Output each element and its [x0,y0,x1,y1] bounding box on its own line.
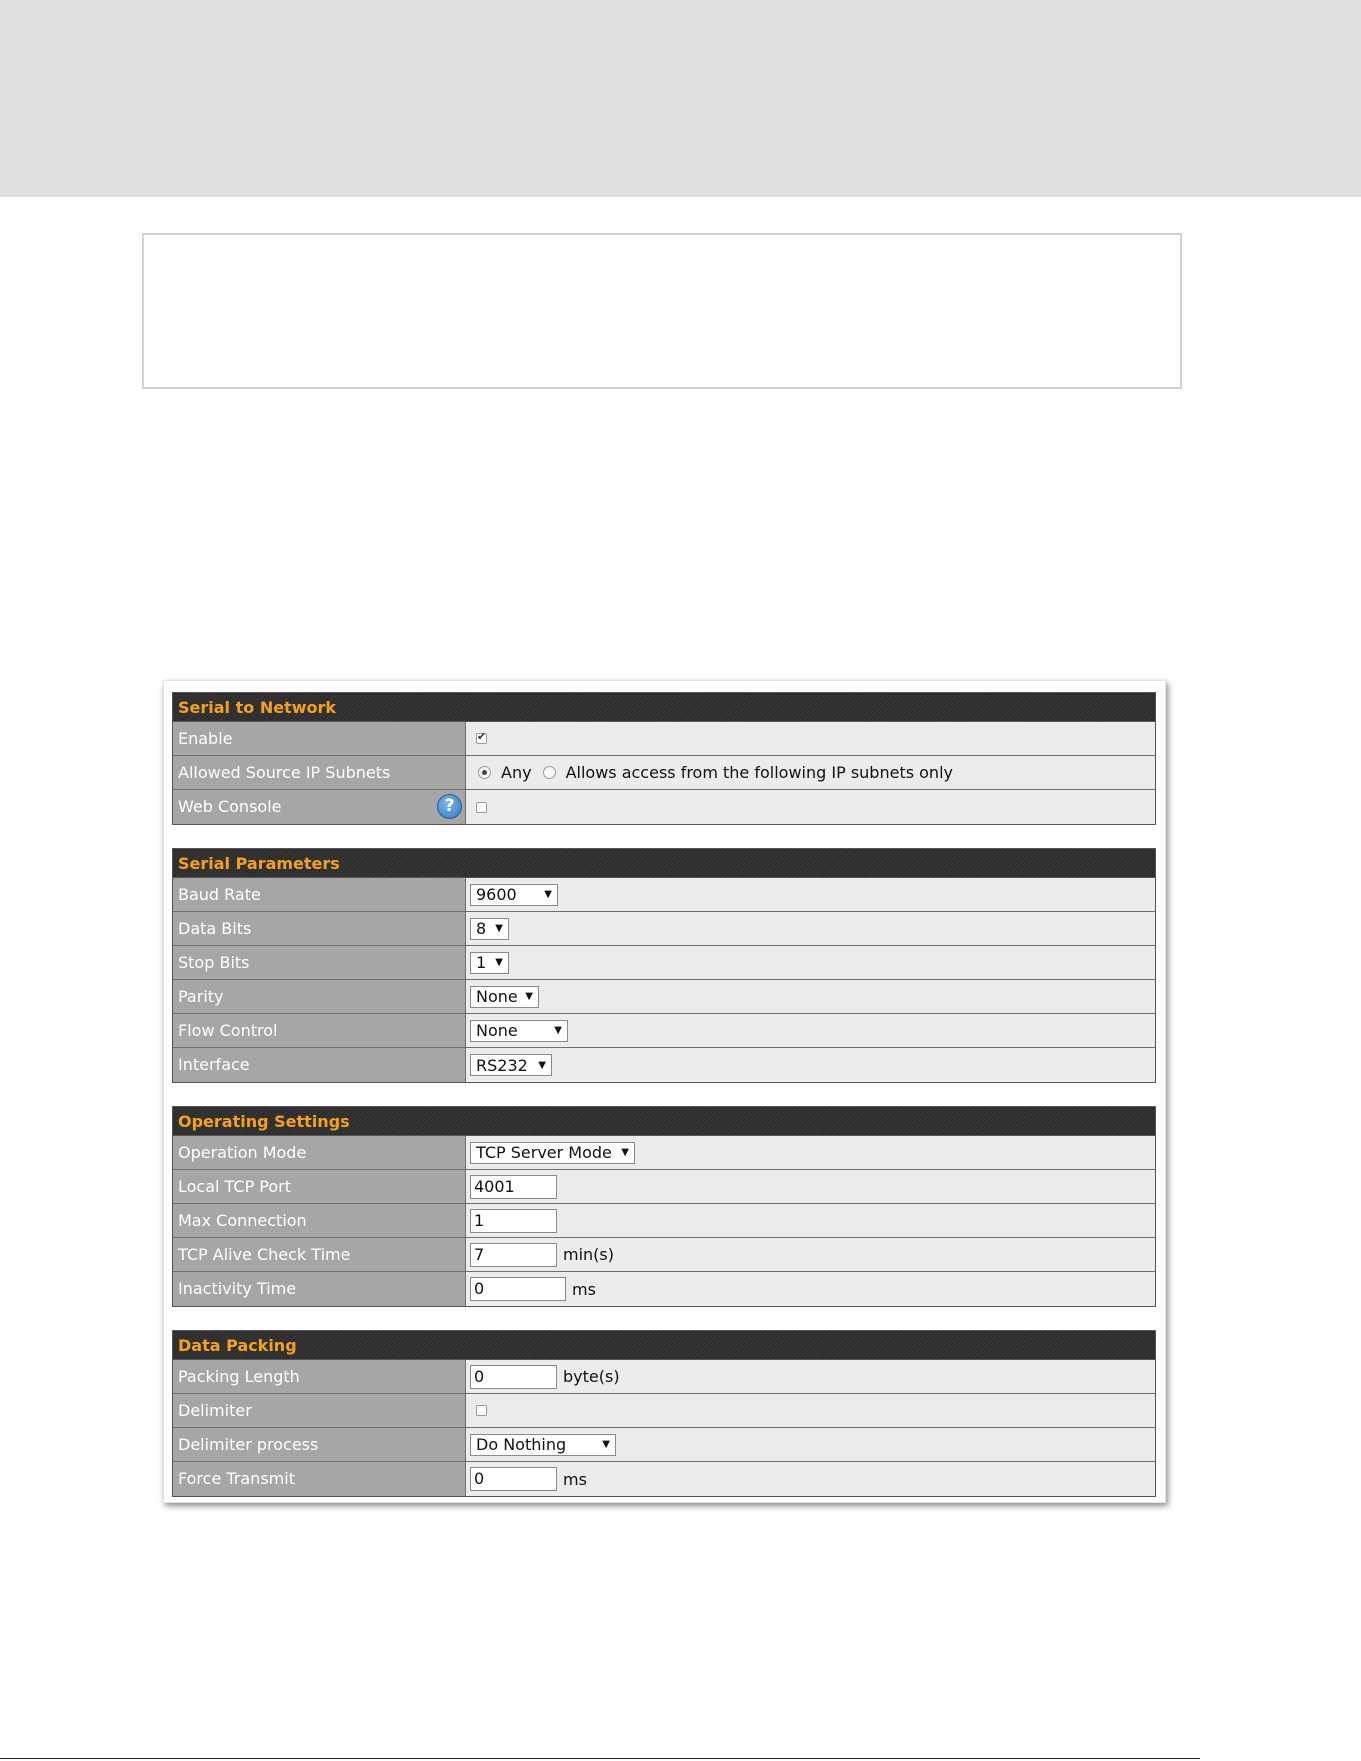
enable-checkbox[interactable] [476,733,487,744]
unit-label: ms [563,1469,587,1489]
field-value [466,912,1155,945]
tcp-alive-check-time-input[interactable]: 7 [470,1243,557,1267]
row-tcp-alive-check-time [173,1238,1155,1272]
select-value: 1 [476,953,487,972]
web-console-label: Web Console [178,797,282,816]
field-label: Interface [173,1048,466,1082]
field-label: TCP Alive Check Time [173,1238,466,1271]
section-title: Serial Parameters [173,849,1155,878]
field-label: Inactivity Time [173,1272,466,1306]
field-value [466,1428,1155,1461]
field-value [466,1048,1155,1082]
allowed-any-radio[interactable] [478,766,491,779]
row-delimiter-process [173,1428,1155,1462]
web-console-checkbox[interactable] [476,802,487,813]
parity-select[interactable] [470,986,539,1008]
select-value: Do Nothing [476,1435,567,1454]
field-value [466,722,1155,755]
field-label: Force Transmit [173,1462,466,1496]
field-label [173,790,466,824]
field-value [466,790,1155,824]
select-value: 8 [476,919,487,938]
row-data-bits [173,912,1155,946]
section-serial-parameters [172,848,1156,1083]
row-enable [173,722,1155,756]
chevron-down-icon: ▼ [495,957,503,968]
field-value [466,1170,1155,1203]
chevron-down-icon: ▼ [544,889,552,900]
settings-screenshot [163,680,1166,1503]
stop-bits-select[interactable] [470,952,509,974]
select-value: RS232 [476,1055,528,1075]
select-value: None [476,987,518,1006]
allowed-subnets-label: Allows access from the following IP subnets only [565,763,953,782]
row-local-tcp-port [173,1170,1155,1204]
unit-label: byte(s) [563,1367,620,1386]
field-label: Flow Control [173,1014,466,1047]
note-box [142,233,1182,389]
row-web-console [173,790,1155,824]
operation-mode-select[interactable] [470,1142,635,1164]
chevron-down-icon: ▼ [538,1059,546,1071]
delimiter-checkbox[interactable] [476,1405,487,1416]
field-label: Parity [173,980,466,1013]
field-value [466,1136,1155,1169]
local-tcp-port-input[interactable]: 4001 [470,1175,557,1199]
field-label: Stop Bits [173,946,466,979]
section-operating-settings [172,1106,1156,1307]
flow-control-select[interactable] [470,1020,568,1042]
chevron-down-icon: ▼ [525,991,533,1002]
field-value [466,1272,1155,1306]
field-label: Operation Mode [173,1136,466,1169]
row-stop-bits [173,946,1155,980]
page-header-band [0,0,1361,197]
field-value [466,878,1155,911]
allowed-subnets-radio[interactable] [543,766,556,779]
field-value [466,1394,1155,1427]
field-label: Local TCP Port [173,1170,466,1203]
row-interface [173,1048,1155,1082]
chevron-down-icon: ▼ [621,1147,629,1158]
row-baud-rate [173,878,1155,912]
field-value [466,980,1155,1013]
field-value [466,1014,1155,1047]
section-title: Operating Settings [173,1107,1155,1136]
unit-label: min(s) [563,1245,614,1264]
field-label: Packing Length [173,1360,466,1393]
force-transmit-input[interactable]: 0 [470,1467,557,1491]
row-force-transmit [173,1462,1155,1496]
field-label: Delimiter [173,1394,466,1427]
section-title: Data Packing [173,1331,1155,1360]
baud-rate-select[interactable] [470,884,558,906]
delimiter-process-select[interactable] [470,1434,616,1456]
row-packing-length [173,1360,1155,1394]
field-value [466,1204,1155,1237]
section-title: Serial to Network [173,693,1155,722]
help-icon[interactable]: ? [437,794,462,819]
row-delimiter [173,1394,1155,1428]
field-label: Allowed Source IP Subnets [173,756,466,789]
field-value [466,946,1155,979]
data-bits-select[interactable] [470,918,509,940]
field-label: Delimiter process [173,1428,466,1461]
select-value: TCP Server Mode [476,1143,612,1162]
field-value [466,756,1155,789]
row-flow-control [173,1014,1155,1048]
section-serial-to-network [172,692,1156,825]
field-label: Baud Rate [173,878,466,911]
max-connection-input[interactable]: 1 [470,1209,557,1233]
field-value [466,1462,1155,1496]
field-label: Enable [173,722,466,755]
select-value: None [476,1021,518,1040]
interface-select[interactable] [470,1054,552,1076]
field-label: Data Bits [173,912,466,945]
select-value: 9600 [476,885,517,904]
packing-length-input[interactable]: 0 [470,1365,557,1389]
field-value [466,1238,1155,1271]
footer-rule [0,1758,1200,1759]
inactivity-time-input[interactable]: 0 [470,1277,566,1301]
row-inactivity-time [173,1272,1155,1306]
row-allowed-source-ip-subnets [173,756,1155,790]
row-parity [173,980,1155,1014]
unit-label: ms [572,1279,596,1299]
field-label: Max Connection [173,1204,466,1237]
row-max-connection [173,1204,1155,1238]
allowed-any-label: Any [501,763,532,782]
row-operation-mode [173,1136,1155,1170]
chevron-down-icon: ▼ [554,1025,562,1036]
chevron-down-icon: ▼ [602,1439,610,1450]
chevron-down-icon: ▼ [495,923,503,934]
field-value [466,1360,1155,1393]
section-data-packing [172,1330,1156,1497]
